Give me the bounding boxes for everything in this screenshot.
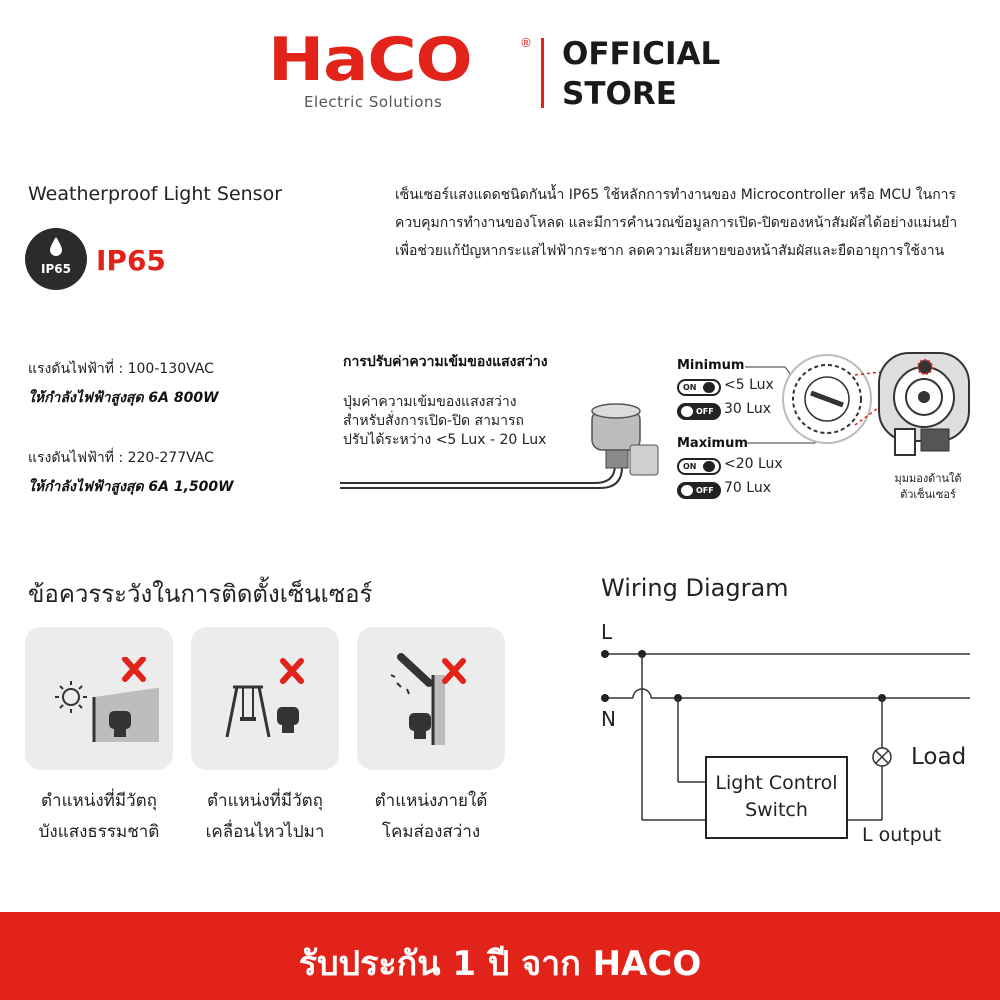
min-off-value: 30 Lux (724, 401, 771, 417)
cautions-title: ข้อควรระวังในการติดตั้งเซ็นเซอร์ (28, 580, 373, 608)
toggle-on-label: ON (683, 383, 697, 392)
adj-desc-line: ปุ่มค่าความเข้มของแสงสว่าง (343, 394, 517, 410)
toggle-knob (703, 461, 715, 472)
swing-moving-icon (219, 657, 319, 747)
caution-card-1 (25, 627, 173, 770)
spec-power-2: ให้กำลังไฟฟ้าสูงสุด 6A 1,500W (28, 479, 234, 495)
spec-voltage-1: แรงดันไฟฟ้าที่ : 100-130VAC (28, 361, 214, 377)
bottom-view-line: มุมมองด้านใต้ (894, 472, 962, 485)
minimum-label: Minimum (677, 358, 745, 373)
warranty-text: รับประกัน 1 ปี จาก HACO (298, 944, 702, 984)
toggle-knob (681, 406, 693, 417)
sun-blocked-icon (49, 657, 159, 747)
switch-line: Switch (745, 799, 808, 821)
maximum-label: Maximum (677, 436, 748, 451)
line-label: L (601, 620, 613, 644)
product-description: เซ็นเซอร์แสงแดดชนิดกันน้ำ IP65 ใช้หลักการทำงานของ Microcontroller หรือ MCU ในการควบคุมการทำงานของโหลด และมีการคำนวณข้อมูลการเปิด-ปิดของหน้าสัมผัสได้อย่างแม่นยำ เพื่อช่วยแก้ปัญหากระแสไฟฟ้ากระชาก ลดความเสียหายของหน้าสัมผัสและยืดอายุการใช้งาน (395, 187, 958, 259)
toggle-off-max (677, 482, 721, 499)
caption-line: โคมส่องสว่าง (381, 822, 481, 842)
toggle-off-label: OFF (696, 486, 714, 495)
store-line-1: OFFICIAL (562, 36, 721, 72)
bottom-view-caption (868, 471, 988, 503)
neutral-label: N (601, 707, 616, 731)
max-off-value: 70 Lux (724, 480, 771, 496)
toggle-knob (681, 485, 693, 496)
product-title: Weatherproof Light Sensor (28, 183, 283, 205)
bottom-view-line: ตัวเซ็นเซอร์ (900, 488, 956, 501)
switch-line: Light Control (715, 772, 838, 794)
l-output-label: L output (862, 824, 942, 846)
ip-rating-label: IP65 (96, 244, 166, 277)
caution-caption-1 (9, 786, 189, 848)
adj-desc-line: ปรับได้ระหว่าง <5 Lux - 20 Lux (343, 432, 547, 448)
sensor-cable-illustration (340, 395, 665, 515)
toggle-on-label: ON (683, 462, 697, 471)
spec-voltage-2: แรงดันไฟฟ้าที่ : 220-277VAC (28, 450, 214, 466)
caution-card-2 (191, 627, 339, 770)
dial-bottom-view-illustration (745, 345, 985, 470)
caution-card-3 (357, 627, 505, 770)
toggle-off-min (677, 403, 721, 420)
min-on-value: <5 Lux (724, 377, 774, 393)
store-line-2: STORE (562, 76, 677, 112)
toggle-knob (703, 382, 715, 393)
wiring-title: Wiring Diagram (601, 574, 789, 602)
adjustment-title: การปรับค่าความเข้มของแสงสว่าง (343, 354, 548, 370)
caution-caption-2 (175, 786, 355, 848)
brand-logo: HaCO (268, 25, 472, 95)
brand-subtitle: Electric Solutions (304, 93, 443, 111)
caption-line: ตำแหน่งที่มีวัตถุ (41, 791, 157, 811)
ip-badge-text: IP65 (41, 262, 71, 276)
official-store-label (562, 34, 720, 114)
header-divider (541, 38, 544, 108)
caption-line: ตำแหน่งที่มีวัตถุ (207, 791, 323, 811)
max-on-value: <20 Lux (724, 456, 783, 472)
registered-mark: ® (520, 36, 532, 50)
adj-desc-line: สำหรับสั่งการเปิด-ปิด สามารถ (343, 413, 525, 429)
light-control-switch-box (705, 756, 848, 839)
caption-line: บังแสงธรรมชาติ (38, 822, 160, 842)
street-lamp-icon (387, 653, 487, 748)
toggle-on-min (677, 379, 721, 396)
toggle-on-max (677, 458, 721, 475)
spec-power-1: ให้กำลังไฟฟ้าสูงสุด 6A 800W (28, 390, 219, 406)
water-drop-icon (49, 236, 63, 258)
toggle-off-label: OFF (696, 407, 714, 416)
caution-caption-3 (341, 786, 521, 848)
caption-line: ตำแหน่งภายใต้ (374, 791, 488, 811)
caption-line: เคลื่อนไหวไปมา (205, 822, 325, 842)
load-label: Load (911, 744, 967, 770)
